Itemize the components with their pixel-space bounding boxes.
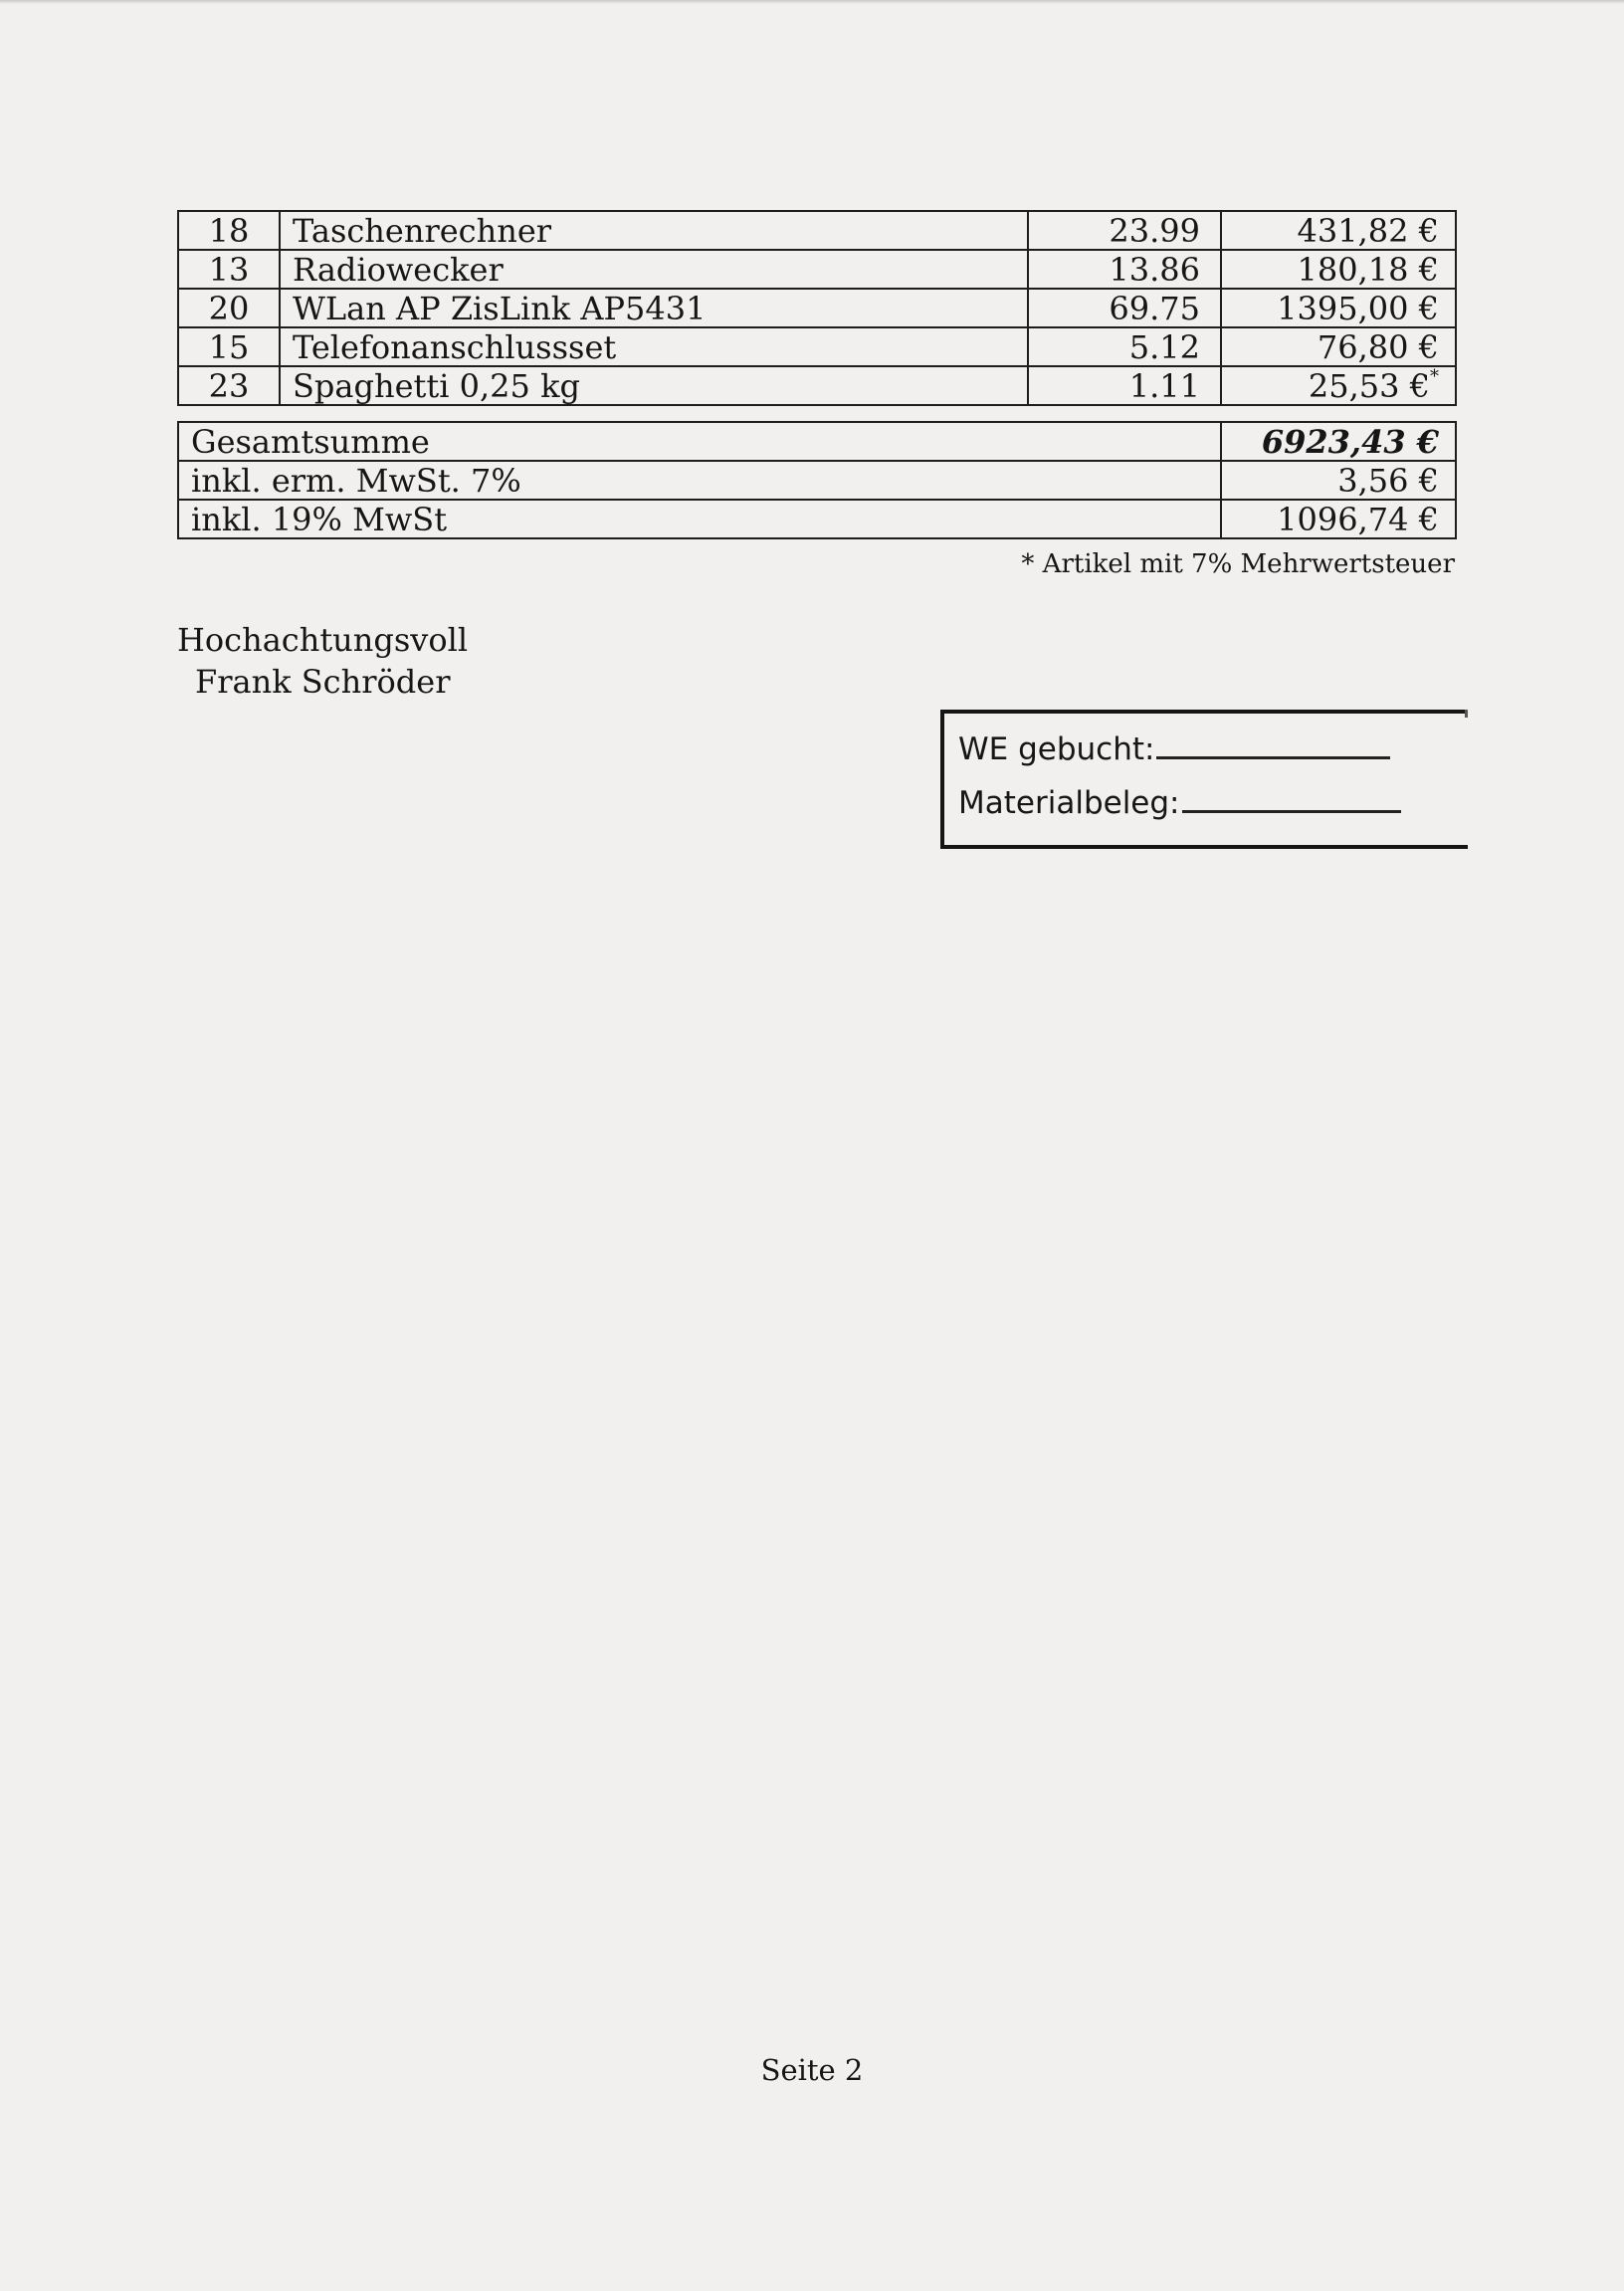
- item-total-value: 1395,00 €: [1277, 289, 1439, 327]
- vat7-label: inkl. erm. MwSt. 7%: [178, 461, 1221, 500]
- table-row: [178, 211, 1456, 250]
- stamp-fill-line: [1156, 756, 1390, 759]
- page-number: Seite 2: [760, 2053, 864, 2087]
- table-row: [178, 327, 1456, 366]
- item-unit-price: 69.75: [1028, 289, 1221, 327]
- item-total-value: 76,80 €: [1317, 327, 1439, 366]
- goods-receipt-stamp: [940, 710, 1468, 851]
- item-quantity: 13: [178, 250, 280, 289]
- item-total: [1221, 211, 1456, 250]
- scan-edge: [0, 0, 1624, 4]
- stamp-border-top: [940, 710, 1465, 714]
- signature-name: Frank Schröder: [195, 663, 451, 701]
- grand-total-value: 6923,43 €: [1221, 422, 1456, 461]
- vat19-label: inkl. 19% MwSt: [178, 500, 1221, 538]
- item-total: [1221, 327, 1456, 366]
- stamp-row-materialbeleg: [958, 785, 1401, 821]
- closing-block: [177, 619, 468, 703]
- vat-footnote: * Artikel mit 7% Mehrwertsteuer: [1021, 549, 1455, 579]
- stamp-row-we-gebucht: [958, 731, 1390, 767]
- table-row: [178, 250, 1456, 289]
- vat19-row: [178, 500, 1456, 538]
- item-quantity: 15: [178, 327, 280, 366]
- table-row: [178, 366, 1456, 405]
- items-table: [177, 210, 1457, 406]
- stamp-we-gebucht-label: WE gebucht:: [958, 731, 1155, 767]
- item-description: Spaghetti 0,25 kg: [280, 366, 1028, 405]
- item-note: *: [1430, 365, 1439, 387]
- item-unit-price: 5.12: [1028, 327, 1221, 366]
- vat19-value: 1096,74 €: [1221, 500, 1456, 538]
- item-quantity: 18: [178, 211, 280, 250]
- item-total: [1221, 289, 1456, 327]
- item-description: Taschenrechner: [280, 211, 1028, 250]
- stamp-materialbeleg-label: Materialbeleg:: [958, 785, 1180, 821]
- item-description: Radiowecker: [280, 250, 1028, 289]
- item-total-value: 25,53 €: [1308, 366, 1430, 405]
- stamp-fill-line: [1182, 810, 1401, 813]
- item-quantity: 20: [178, 289, 280, 327]
- item-quantity: 23: [178, 366, 280, 405]
- grand-total-label: Gesamtsumme: [178, 422, 1221, 461]
- item-total: [1221, 250, 1456, 289]
- item-total-value: 431,82 €: [1297, 211, 1439, 250]
- item-unit-price: 23.99: [1028, 211, 1221, 250]
- totals-table: [177, 421, 1457, 539]
- table-row: [178, 289, 1456, 327]
- item-total: [1221, 366, 1456, 405]
- item-total-value: 180,18 €: [1297, 250, 1439, 289]
- salutation: Hochachtungsvoll: [177, 621, 469, 659]
- item-description: Telefonanschlussset: [280, 327, 1028, 366]
- item-unit-price: 1.11: [1028, 366, 1221, 405]
- stamp-border-bottom: [940, 845, 1468, 849]
- vat7-value: 3,56 €: [1221, 461, 1456, 500]
- item-description: WLan AP ZisLink AP5431: [280, 289, 1028, 327]
- grand-total-row: [178, 422, 1456, 461]
- stamp-corner-mark: [1465, 710, 1468, 718]
- item-unit-price: 13.86: [1028, 250, 1221, 289]
- stamp-border-left: [940, 710, 944, 849]
- vat7-row: [178, 461, 1456, 500]
